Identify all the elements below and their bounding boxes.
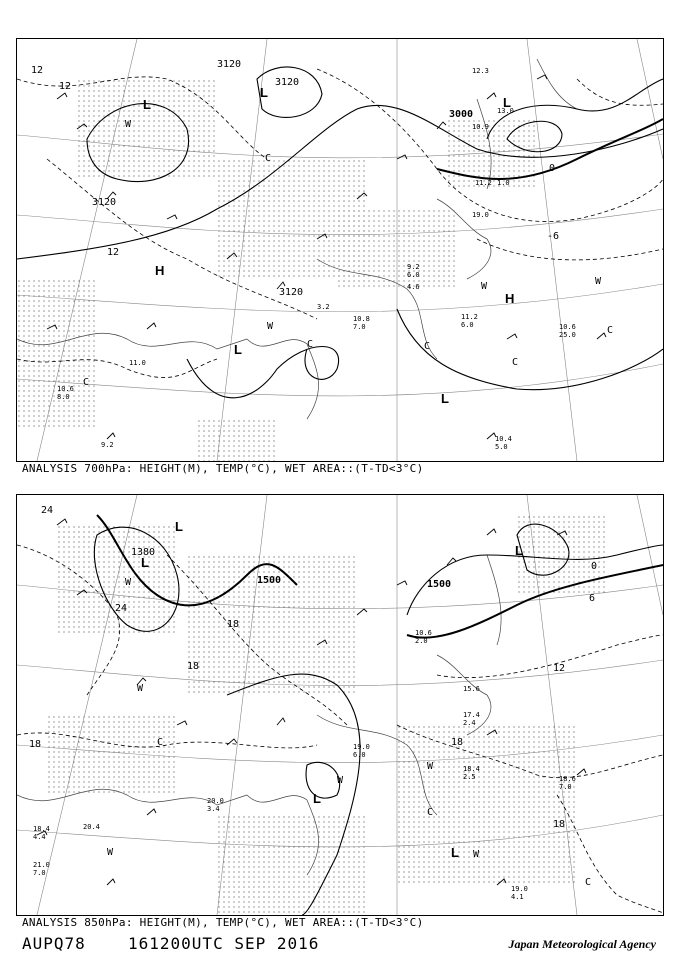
station-value: 19.0 xyxy=(511,885,528,893)
low-pressure-center: L xyxy=(234,342,242,357)
temperature-label: 18 xyxy=(29,739,42,750)
chart-850hpa-canvas xyxy=(17,495,663,915)
station-value: 10.6 xyxy=(57,385,74,393)
station-value: 2.0 xyxy=(415,637,428,645)
station-value: 4.1 xyxy=(511,893,524,901)
station-value: 3.4 xyxy=(207,805,220,813)
station-value: 10.9 xyxy=(472,123,489,131)
high-pressure-center: H xyxy=(155,263,165,278)
temperature-label: 0 xyxy=(591,561,598,572)
station-value: 19.0 xyxy=(472,211,489,219)
warm-marker: W xyxy=(107,847,114,858)
low-pressure-center: L xyxy=(175,519,183,534)
station-value: 10.6 xyxy=(559,323,576,331)
station-value: 11.2 xyxy=(461,313,478,321)
cold-marker: C xyxy=(307,339,314,350)
chart-850hpa-caption: ANALYSIS 850hPa: HEIGHT(M), TEMP(°C), WET AREA::(T-TD<3°C) xyxy=(22,916,424,929)
station-value: 8.0 xyxy=(57,393,70,401)
station-value: 15.6 xyxy=(463,685,480,693)
station-value: 18.4 xyxy=(463,765,480,773)
station-value: 19.0 xyxy=(353,743,370,751)
wet-area-stipple xyxy=(17,79,537,461)
temperature-label: -6 xyxy=(547,231,560,242)
station-value: 4.6 xyxy=(407,283,420,291)
cold-marker: C xyxy=(585,877,592,888)
cold-marker: C xyxy=(607,325,614,336)
station-value: 11.2 xyxy=(475,179,492,187)
height-label: 3120 xyxy=(275,77,300,88)
cold-marker: C xyxy=(427,807,434,818)
station-value: 3.2 xyxy=(317,303,330,311)
station-value: 13.0 xyxy=(497,107,514,115)
station-value: 4.4 xyxy=(33,833,46,841)
height-label: 3120 xyxy=(92,197,117,208)
low-pressure-center: L xyxy=(451,845,459,860)
station-value: 6.0 xyxy=(353,751,366,759)
warm-marker: W xyxy=(473,849,480,860)
low-pressure-center: L xyxy=(141,555,149,570)
station-value: 2.4 xyxy=(463,719,476,727)
cold-marker: C xyxy=(83,377,90,388)
low-pressure-center: L xyxy=(515,543,523,558)
station-value: 10.8 xyxy=(353,315,370,323)
station-value: 18.6 xyxy=(559,775,576,783)
temperature-label: 24 xyxy=(41,505,54,516)
station-value: 21.0 xyxy=(33,861,50,869)
warm-marker: W xyxy=(337,775,344,786)
station-value: 9.2 xyxy=(407,263,420,271)
height-label: 1500 xyxy=(427,579,452,590)
temperature-label: 18 xyxy=(227,619,240,630)
height-label: 3120 xyxy=(217,59,242,70)
station-value: 7.0 xyxy=(33,869,46,877)
temperature-label: 24 xyxy=(115,603,128,614)
station-value: 25.0 xyxy=(559,331,576,339)
station-value: 20.0 xyxy=(207,797,224,805)
warm-marker: W xyxy=(267,321,274,332)
height-label: 1380 xyxy=(131,547,156,558)
chart-850hpa xyxy=(16,494,664,916)
chart-700hpa-caption: ANALYSIS 700hPa: HEIGHT(M), TEMP(°C), WET AREA::(T-TD<3°C) xyxy=(22,462,424,475)
low-pressure-center: L xyxy=(260,85,268,100)
wet-area-stipple xyxy=(47,515,607,915)
chart-700hpa-canvas xyxy=(17,39,663,461)
height-label: 1500 xyxy=(257,575,282,586)
temperature-label: 18 xyxy=(187,661,200,672)
agency-name: Japan Meteorological Agency xyxy=(508,937,656,951)
station-value: 1.0 xyxy=(497,179,510,187)
temperature-label: 12 xyxy=(31,65,44,76)
station-value: 17.4 xyxy=(463,711,480,719)
warm-marker: W xyxy=(125,577,132,588)
temperature-label: 0 xyxy=(549,163,556,174)
station-value: 11.0 xyxy=(129,359,146,367)
station-value: 9.2 xyxy=(101,441,114,449)
height-label: 3120 xyxy=(279,287,304,298)
station-value: 20.4 xyxy=(83,823,100,831)
temperature-label: 12 xyxy=(59,81,72,92)
station-value: 7.0 xyxy=(559,783,572,791)
station-value: 10.6 xyxy=(415,629,432,637)
temperature-label: 18 xyxy=(451,737,464,748)
temperature-label: 18 xyxy=(553,819,566,830)
cold-marker: C xyxy=(157,737,164,748)
station-value: 18.4 xyxy=(33,825,50,833)
cold-marker: C xyxy=(512,357,519,368)
station-value: 6.0 xyxy=(461,321,474,329)
high-pressure-center: H xyxy=(505,291,515,306)
cold-marker: C xyxy=(265,153,272,164)
temperature-label: 12 xyxy=(107,247,120,258)
cold-marker: C xyxy=(424,341,431,352)
low-pressure-center: L xyxy=(143,97,151,112)
product-code: AUPQ78 xyxy=(22,934,86,953)
low-pressure-center: L xyxy=(441,391,449,406)
height-label: 3000 xyxy=(449,109,474,120)
low-pressure-center: L xyxy=(313,791,321,806)
chart-700hpa xyxy=(16,38,664,462)
temperature-label: 12 xyxy=(553,663,566,674)
warm-marker: W xyxy=(595,276,602,287)
station-value: 10.4 xyxy=(495,435,512,443)
low-pressure-center: L xyxy=(503,95,511,110)
warm-marker: W xyxy=(481,281,488,292)
station-value: 6.0 xyxy=(407,271,420,279)
warm-marker: W xyxy=(137,683,144,694)
warm-marker: W xyxy=(427,761,434,772)
station-value: 2.5 xyxy=(463,773,476,781)
station-value: 12.3 xyxy=(472,67,489,75)
station-value: 7.0 xyxy=(353,323,366,331)
station-value: 5.0 xyxy=(495,443,508,451)
warm-marker: W xyxy=(125,119,132,130)
temperature-label: 6 xyxy=(589,593,596,604)
valid-time: 161200UTC SEP 2016 xyxy=(128,934,320,953)
